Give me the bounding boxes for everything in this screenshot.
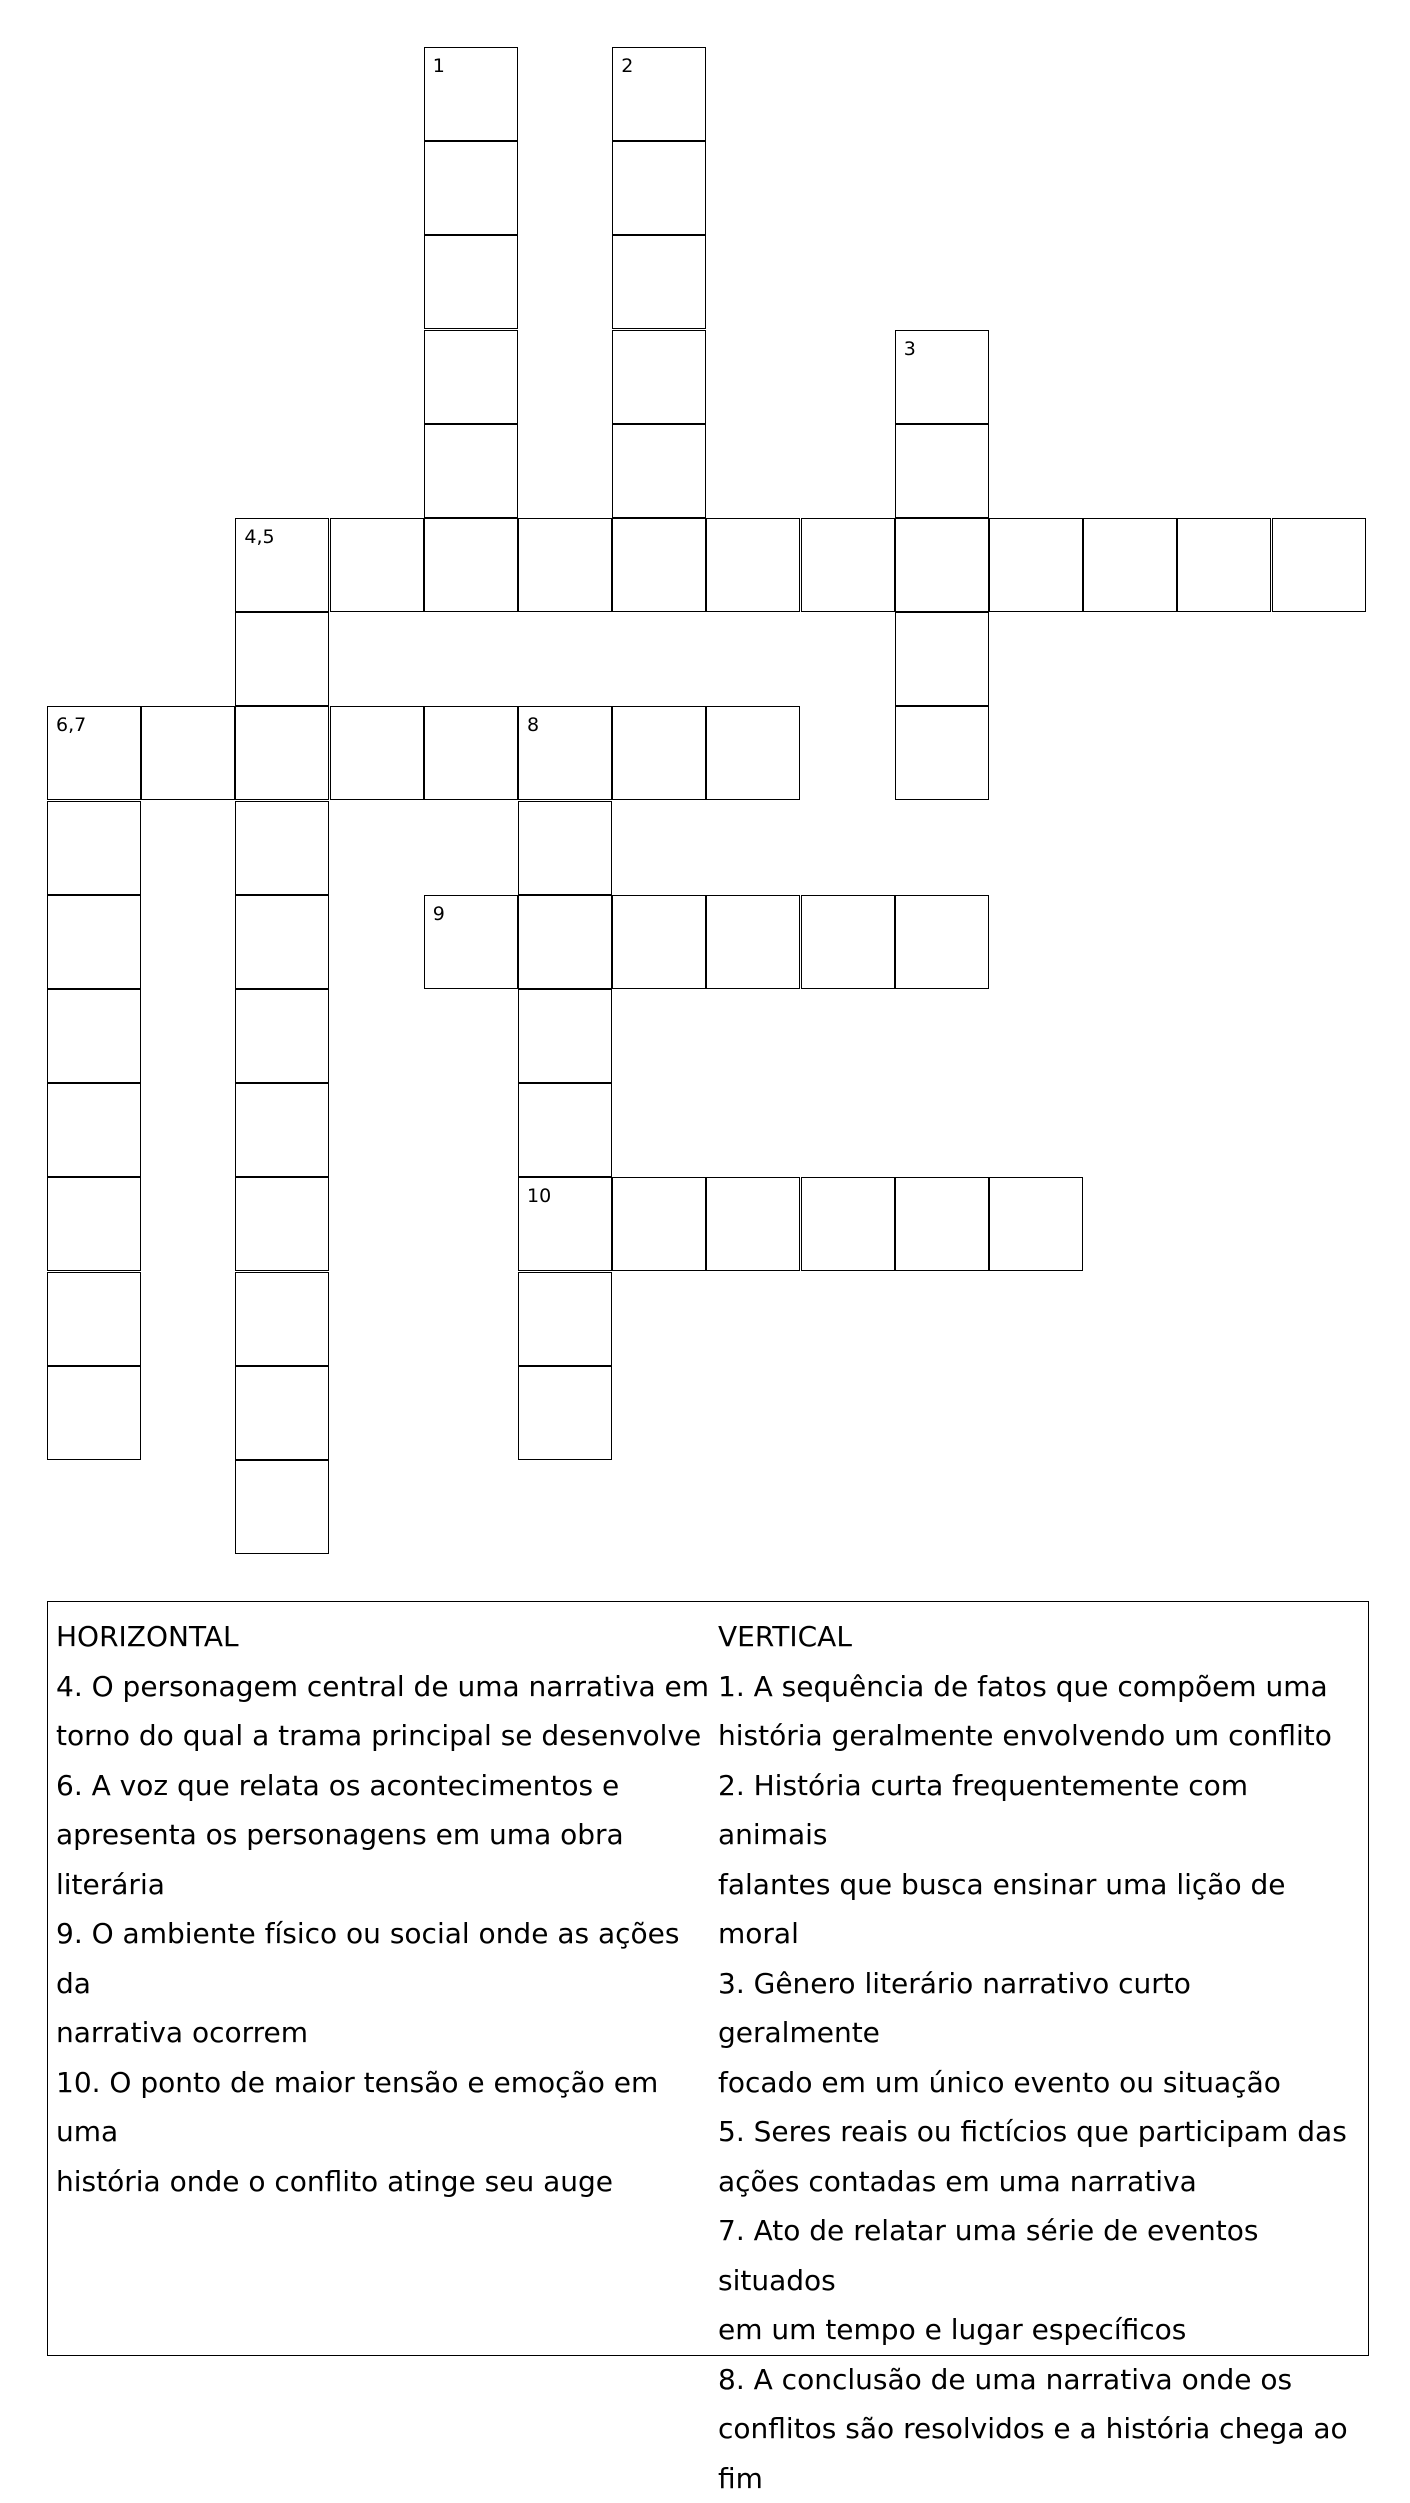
- horizontal-title: HORIZONTAL: [56, 1612, 721, 1662]
- crossword-cell[interactable]: [895, 895, 989, 989]
- vertical-clue-line: 8. A conclusão de uma narrativa onde os: [718, 2355, 1358, 2405]
- crossword-cell[interactable]: [47, 895, 141, 989]
- crossword-cell[interactable]: [47, 706, 141, 800]
- horizontal-clue-line: apresenta os personagens em uma obra: [56, 1810, 721, 1860]
- clue-number: 2: [621, 57, 633, 76]
- horizontal-clue-line: história onde o conflito atinge seu auge: [56, 2157, 721, 2207]
- crossword-cell[interactable]: [518, 1366, 612, 1460]
- crossword-cell[interactable]: [612, 47, 706, 141]
- crossword-cell[interactable]: [235, 989, 329, 1083]
- vertical-clue-line: 3. Gênero literário narrativo curto geralmente: [718, 1959, 1358, 2058]
- vertical-clue-line: 1. A sequência de fatos que compõem uma: [718, 1662, 1358, 1712]
- vertical-clues: [718, 1612, 1358, 2503]
- vertical-clue-line: focado em um único evento ou situação: [718, 2058, 1358, 2108]
- crossword-cell[interactable]: [47, 1272, 141, 1366]
- vertical-title: VERTICAL: [718, 1612, 1358, 1662]
- crossword-cell[interactable]: [235, 801, 329, 895]
- crossword-cell[interactable]: [895, 330, 989, 424]
- horizontal-clue-line: torno do qual a trama principal se desenvolve: [56, 1711, 721, 1761]
- crossword-cell[interactable]: [235, 1366, 329, 1460]
- crossword-cell[interactable]: [706, 895, 800, 989]
- horizontal-clue-line: 9. O ambiente físico ou social onde as ações da: [56, 1909, 721, 2008]
- horizontal-clue-line: literária: [56, 1860, 721, 1910]
- crossword-cell[interactable]: [612, 424, 706, 518]
- crossword-cell[interactable]: [1083, 518, 1177, 612]
- crossword-cell[interactable]: [424, 141, 518, 235]
- crossword-cell[interactable]: [518, 1272, 612, 1366]
- crossword-cell[interactable]: [989, 1177, 1083, 1271]
- crossword-cell[interactable]: [330, 706, 424, 800]
- crossword-cell[interactable]: [235, 612, 329, 706]
- crossword-cell[interactable]: [895, 424, 989, 518]
- crossword-cell[interactable]: [1177, 518, 1271, 612]
- crossword-cell[interactable]: [424, 895, 518, 989]
- crossword-cell[interactable]: [47, 1177, 141, 1271]
- crossword-cell[interactable]: [1272, 518, 1366, 612]
- clue-number: 3: [904, 340, 916, 359]
- crossword-cell[interactable]: [518, 518, 612, 612]
- crossword-cell[interactable]: [518, 1177, 612, 1271]
- horizontal-clue-line: 4. O personagem central de uma narrativa em: [56, 1662, 721, 1712]
- crossword-cell[interactable]: [612, 235, 706, 329]
- vertical-clue-line: 5. Seres reais ou fictícios que participam das: [718, 2107, 1358, 2157]
- horizontal-clue-line: narrativa ocorrem: [56, 2008, 721, 2058]
- crossword-cell[interactable]: [989, 518, 1083, 612]
- crossword-cell[interactable]: [424, 235, 518, 329]
- crossword-cell[interactable]: [424, 330, 518, 424]
- clue-number: 10: [527, 1187, 551, 1206]
- crossword-cell[interactable]: [612, 518, 706, 612]
- crossword-cell[interactable]: [518, 989, 612, 1083]
- crossword-cell[interactable]: [612, 141, 706, 235]
- crossword-cell[interactable]: [612, 706, 706, 800]
- clue-number: 1: [433, 57, 445, 76]
- vertical-clue-line: história geralmente envolvendo um conflito: [718, 1711, 1358, 1761]
- crossword-cell[interactable]: [47, 1366, 141, 1460]
- crossword-cell[interactable]: [895, 612, 989, 706]
- vertical-clue-line: 2. História curta frequentemente com animais: [718, 1761, 1358, 1860]
- crossword-cell[interactable]: [895, 706, 989, 800]
- crossword-cell[interactable]: [424, 47, 518, 141]
- clue-number: 6,7: [56, 716, 86, 735]
- crossword-cell[interactable]: [518, 801, 612, 895]
- crossword-cell[interactable]: [518, 895, 612, 989]
- crossword-cell[interactable]: [141, 706, 235, 800]
- crossword-cell[interactable]: [895, 518, 989, 612]
- crossword-cell[interactable]: [47, 1083, 141, 1177]
- crossword-cell[interactable]: [47, 801, 141, 895]
- crossword-cell[interactable]: [47, 989, 141, 1083]
- crossword-cell[interactable]: [706, 706, 800, 800]
- vertical-clue-line: em um tempo e lugar específicos: [718, 2305, 1358, 2355]
- vertical-clue-line: conflitos são resolvidos e a história chega ao: [718, 2404, 1358, 2454]
- crossword-cell[interactable]: [235, 706, 329, 800]
- crossword-cell[interactable]: [895, 1177, 989, 1271]
- crossword-cell[interactable]: [235, 1177, 329, 1271]
- vertical-clue-line: ações contadas em uma narrativa: [718, 2157, 1358, 2207]
- horizontal-clue-line: 6. A voz que relata os acontecimentos e: [56, 1761, 721, 1811]
- crossword-cell[interactable]: [612, 1177, 706, 1271]
- crossword-cell[interactable]: [612, 895, 706, 989]
- crossword-cell[interactable]: [424, 424, 518, 518]
- crossword-cell[interactable]: [706, 518, 800, 612]
- crossword-cell[interactable]: [706, 1177, 800, 1271]
- crossword-cell[interactable]: [518, 1083, 612, 1177]
- horizontal-clue-line: 10. O ponto de maior tensão e emoção em uma: [56, 2058, 721, 2157]
- clue-number: 9: [433, 905, 445, 924]
- crossword-cell[interactable]: [235, 895, 329, 989]
- vertical-clue-line: fim: [718, 2454, 1358, 2503]
- clues-box: [47, 1601, 1369, 2356]
- crossword-cell[interactable]: [424, 518, 518, 612]
- vertical-clue-line: falantes que busca ensinar uma lição de moral: [718, 1860, 1358, 1959]
- clue-number: 8: [527, 716, 539, 735]
- clue-number: 4,5: [244, 528, 274, 547]
- vertical-clue-line: 7. Ato de relatar uma série de eventos situados: [718, 2206, 1358, 2305]
- crossword-cell[interactable]: [424, 706, 518, 800]
- crossword-cell[interactable]: [330, 518, 424, 612]
- crossword-cell[interactable]: [801, 1177, 895, 1271]
- crossword-cell[interactable]: [235, 1460, 329, 1554]
- crossword-cell[interactable]: [801, 518, 895, 612]
- crossword-cell[interactable]: [235, 1272, 329, 1366]
- horizontal-clues: [56, 1612, 721, 2206]
- crossword-cell[interactable]: [518, 706, 612, 800]
- crossword-cell[interactable]: [235, 1083, 329, 1177]
- crossword-cell[interactable]: [612, 330, 706, 424]
- crossword-cell[interactable]: [801, 895, 895, 989]
- crossword-cell[interactable]: [235, 518, 329, 612]
